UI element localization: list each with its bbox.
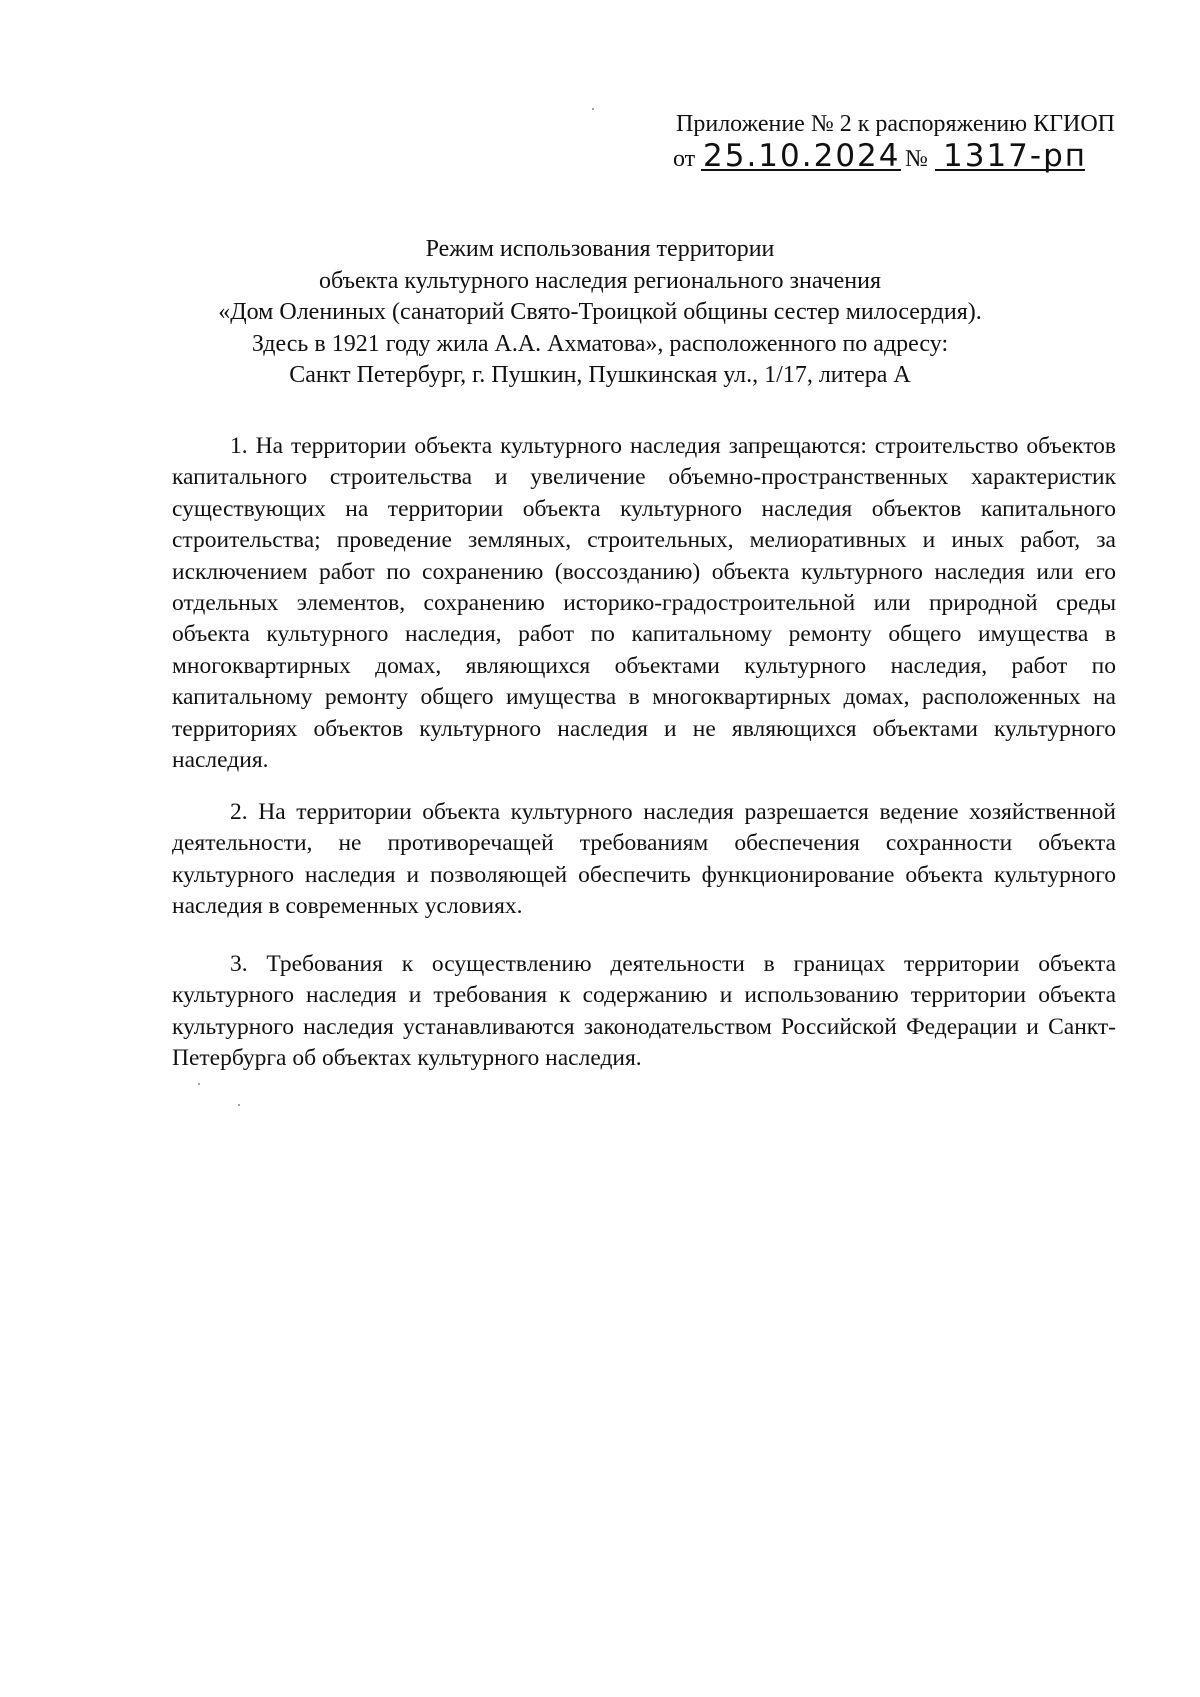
order-number-line xyxy=(673,138,1123,178)
title-line: «Дом Олениных (санаторий Свято-Троицкой общины сестер милосердия). xyxy=(218,299,982,325)
paragraph-3: 3. Требования к осуществлению деятельности в границах территории объекта культурного наследия и требования к содержанию и использованию территории объекта культурного наследия устанавливаются законодательством Российской Федерации и Санкт-Петербурга об объектах культурного наследия. xyxy=(172,951,1116,1072)
number-label: № xyxy=(905,146,928,172)
handwritten-date: 25.10.2024 xyxy=(703,138,901,174)
date-underline xyxy=(701,169,901,171)
scan-speck xyxy=(198,1083,200,1085)
paragraph-1: 1. На территории объекта культурного наследия запрещаются: строительство объектов капитального строительства и увеличение объемно-пространственных характеристик существующих на территории объекта культурного наследия объектов капитального строительства; проведение земляных, строительных, мелиоративных и иных работ, за исключением работ по сохранению (воссозданию) объекта культурного наследия или его отдельных элементов, сохранению историко-градостроительной или природной среды объекта культурного наследия, работ по капитальному ремонту общего имущества в многоквартирных домах, являющихся объектами культурного наследия, работ по капитальному ремонту общего имущества в многоквартирных домах, расположенных на территориях объектов культурного наследия и не являющихся объектами культурного наследия. xyxy=(172,433,1116,774)
title-line: Санкт Петербург, г. Пушкин, Пушкинская ул., 1/17, литера А xyxy=(289,362,911,388)
handwritten-number: 1317-рп xyxy=(943,138,1088,174)
title-line: объекта культурного наследия регионального значения xyxy=(318,267,882,294)
document-title xyxy=(170,234,1030,392)
from-label: от xyxy=(673,146,696,172)
title-line: Здесь в 1921 году жила А.А. Ахматова», расположенного по адресу: xyxy=(251,330,949,357)
scan-speck xyxy=(238,1104,240,1106)
title-line: Режим использования территории xyxy=(425,236,775,262)
number-underline xyxy=(935,169,1085,171)
paragraph-2: 2. На территории объекта культурного наследия разрешается ведение хозяйственной деятельности, не противоречащей требованиям обеспечения сохранности объекта культурного наследия и позволяющей обеспечить функционирование объекта культурного наследия в современных условиях. xyxy=(172,799,1116,920)
annex-reference: Приложение № 2 к распоряжению КГИОП xyxy=(676,111,1115,137)
scan-speck xyxy=(592,108,594,110)
